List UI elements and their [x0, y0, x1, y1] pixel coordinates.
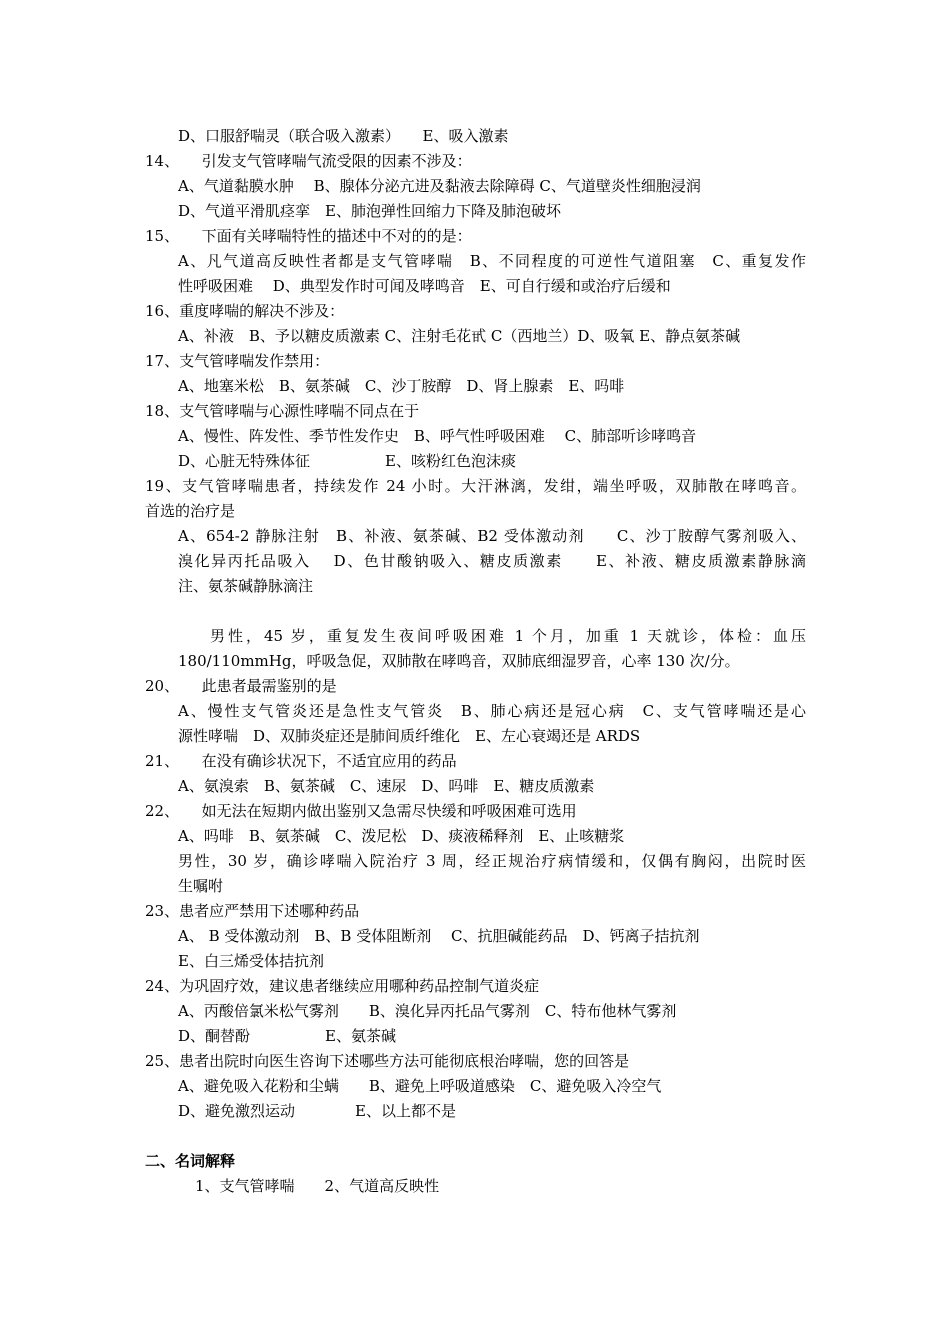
q22-options: A、吗啡 B、氨茶碱 C、泼尼松 D、痰液稀释剂 E、止咳糖浆	[178, 827, 625, 845]
q20-stem: 20、 此患者最需鉴别的是	[145, 677, 337, 695]
q17-options: A、地塞米松 B、氨茶碱 C、沙丁胺醇 D、肾上腺素 E、吗啡	[178, 377, 625, 395]
case1-text-line2: 180/110mmHg，呼吸急促，双肺散在哮鸣音，双肺底细湿罗音，心率 130 次/分。	[178, 652, 740, 670]
q13-options-de: D、口服舒喘灵（联合吸入激素） E、吸入激素	[178, 127, 509, 145]
q18-options-de: D、心脏无特殊体征 E、咳粉红色泡沫痰	[178, 452, 516, 470]
q23-options-e: E、白三烯受体拮抗剂	[178, 952, 324, 970]
q19-stem-line2: 首选的治疗是	[145, 502, 236, 520]
q25-options-abc: A、避免吸入花粉和尘螨 B、避免上呼吸道感染 C、避免吸入冷空气	[178, 1077, 662, 1095]
q15-options-line2: 性呼吸困难 D、典型发作时可闻及哮鸣音 E、可自行缓和或治疗后缓和	[178, 277, 671, 295]
q15-options-line1: A、凡气道高反映性者都是支气管哮喘 B、不同程度的可逆性气道阻塞 C、重复发作	[178, 252, 806, 270]
q20-options-line2: 源性哮喘 D、双肺炎症还是肺间质纤维化 E、左心衰竭还是 ARDS	[178, 727, 641, 745]
q25-stem: 25、患者出院时向医生咨询下述哪些方法可能彻底根治哮喘，您的回答是	[145, 1052, 630, 1070]
q24-options-abc: A、丙酸倍氯米松气雾剂 B、溴化异丙托品气雾剂 C、特布他林气雾剂	[178, 1002, 677, 1020]
q14-options-abc: A、气道黏膜水肿 B、腺体分泌亢进及黏液去除障碍 C、气道壁炎性细胞浸润	[178, 177, 701, 195]
q17-stem: 17、支气管哮喘发作禁用：	[145, 352, 330, 370]
q16-stem: 16、重度哮喘的解决不涉及：	[145, 302, 345, 320]
q19-options-line2: 溴化异丙托品吸入 D、色甘酸钠吸入、糖皮质激素 E、补液、糖皮质激素静脉滴	[178, 552, 806, 570]
case2-text-line1: 男性，30 岁，确诊哮喘入院治疗 3 周，经正规治疗病情缓和，仅偶有胸闷，出院时医	[178, 852, 806, 870]
q14-options-de: D、气道平滑肌痉挛 E、肺泡弹性回缩力下降及肺泡破坏	[178, 202, 561, 220]
case2-text-line2: 生嘱咐	[178, 877, 224, 895]
q24-stem: 24、为巩固疗效，建议患者继续应用哪种药品控制气道炎症	[145, 977, 540, 995]
q21-stem: 21、 在没有确诊状况下，不适宜应用的药品	[145, 752, 457, 770]
section-title-terms: 二、名词解释	[145, 1152, 236, 1170]
q19-options-line1: A、654-2 静脉注射 B、补液、氨茶碱、B2 受体激动剂 C、沙丁胺醇气雾剂吸入、	[178, 527, 806, 545]
q24-options-de: D、酮替酚 E、氨茶碱	[178, 1027, 396, 1045]
q20-options-line1: A、慢性支气管炎还是急性支气管炎 B、肺心病还是冠心病 C、支气管哮喘还是心	[178, 702, 806, 720]
terms-list: 1、支气管哮喘 2、气道高反映性	[195, 1177, 440, 1195]
q19-stem-line1: 19、支气管哮喘患者，持续发作 24 小时。大汗淋漓，发绀，端坐呼吸，双肺散在哮鸣音。	[145, 477, 806, 495]
q23-stem: 23、患者应严禁用下述哪种药品	[145, 902, 360, 920]
q22-stem: 22、 如无法在短期内做出鉴别又急需尽快缓和呼吸困难可选用	[145, 802, 577, 820]
q15-stem: 15、 下面有关哮喘特性的描述中不对的的是：	[145, 227, 472, 245]
q16-options: A、补液 B、予以糖皮质激素 C、注射毛花甙 C（西地兰）D、吸氧 E、静点氨茶碱	[178, 327, 741, 345]
q23-options-abcd: A、 B 受体激动剂 B、B 受体阻断剂 C、抗胆碱能药品 D、钙离子拮抗剂	[178, 927, 700, 945]
q21-options: A、氨溴索 B、氨茶碱 C、速尿 D、吗啡 E、糖皮质激素	[178, 777, 595, 795]
q19-options-line3: 注、氨茶碱静脉滴注	[178, 577, 314, 595]
case1-text-line1: 男性，45 岁，重复发生夜间呼吸困难 1 个月，加重 1 天就诊，体检：血压	[210, 627, 806, 645]
q25-options-de: D、避免激烈运动 E、以上都不是	[178, 1102, 456, 1120]
q18-stem: 18、支气管哮喘与心源性哮喘不同点在于	[145, 402, 420, 420]
q18-options-abc: A、慢性、阵发性、季节性发作史 B、呼气性呼吸困难 C、肺部听诊哮鸣音	[178, 427, 697, 445]
q14-stem: 14、 引发支气管哮喘气流受限的因素不涉及：	[145, 152, 472, 170]
